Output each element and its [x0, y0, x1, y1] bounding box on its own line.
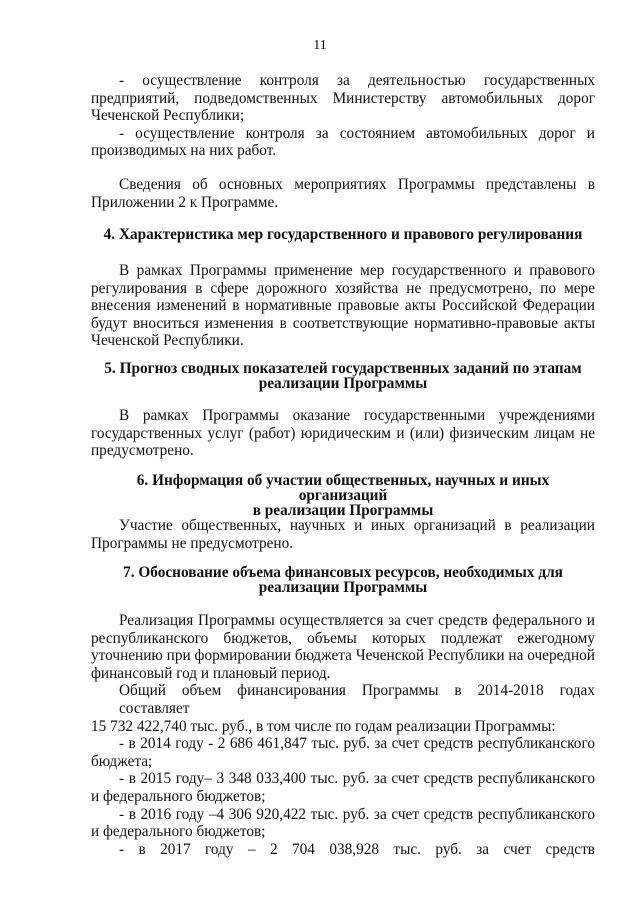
text-line: республиканского бюджетов, объемы которых подлежат ежегодному	[91, 629, 595, 647]
text-line: Приложении 2 к Программе.	[91, 193, 279, 211]
text-line: 15 732 422,740 тыс. руб., в том числе по годам реализации Программы:	[91, 717, 556, 735]
section-7-heading: 7. Обоснование объема финансовых ресурсов, необходимых для реализации Программы	[123, 564, 563, 596]
text-line: и федерального бюджетов;	[91, 787, 266, 805]
funding-2016-line: - в 2016 году –4 306 920,422 тыс. руб. за счет средств республиканского	[119, 805, 595, 823]
text-line: предусмотрено.	[91, 442, 194, 460]
section-4-paragraph	[91, 262, 595, 350]
bullet-list-top	[91, 72, 595, 160]
text-line: и федерального бюджетов;	[91, 823, 266, 841]
page-number: 11	[313, 38, 327, 53]
section-5-heading: 5. Прогноз сводных показателей государственных заданий по этапам реализации Программы	[104, 360, 582, 392]
text-line: будут вноситься изменения в соответствующие нормативно-правовые акты	[91, 314, 595, 332]
intro-paragraph	[91, 176, 595, 211]
bullet-line: - осуществление контроля за деятельностью государственных	[119, 72, 595, 89]
text-line: регулирования в сфере дорожного хозяйства не предусмотрено, по мере	[91, 279, 595, 297]
text-line: Общий объем финансирования Программы в 2014-2018 годах составляет	[119, 682, 595, 717]
funding-2014-line: - в 2014 году - 2 686 461,847 тыс. руб. за счет средств республиканского	[119, 735, 595, 753]
section-6-paragraph	[91, 517, 595, 552]
text-line: бюджета;	[91, 752, 153, 770]
section-4-heading: 4. Характеристика мер государственного и правового регулирования	[103, 226, 583, 243]
section-5-paragraph	[91, 407, 595, 460]
bullet-line: Чеченской Республики;	[91, 107, 245, 125]
text-line: финансовый год и плановый период.	[91, 664, 331, 682]
funding-2017-line: - в 2017 году – 2 704 038,928 тыс. руб. за счет средств	[119, 840, 595, 858]
bullet-line: производимых на них работ.	[91, 142, 277, 160]
funding-2015-line: - в 2015 году– 3 348 033,400 тыс. руб. за счет средств республиканского	[119, 770, 595, 788]
text-line: Чеченской Республики.	[91, 332, 244, 350]
text-line: Участие общественных, научных и иных организаций в реализации	[119, 517, 595, 534]
bullet-line: предприятий, подведомственных Министерству автомобильных дорог	[91, 89, 595, 107]
text-line: Сведения об основных мероприятиях Программы представлены в	[119, 176, 595, 193]
section-7-body	[91, 612, 595, 858]
text-line: государственных услуг (работ) юридическим и (или) физическим лицам не	[91, 424, 595, 442]
text-line: Программы не предусмотрено.	[91, 534, 294, 552]
bullet-line: - осуществление контроля за состоянием автомобильных дорог и	[119, 124, 595, 142]
text-line: Реализация Программы осуществляется за счет средств федерального и	[119, 612, 595, 629]
text-line: уточнению при формировании бюджета Чеченской Республики на очередной	[91, 647, 595, 665]
text-line: В рамках Программы применение мер государственного и правового	[119, 262, 595, 279]
text-line: внесения изменений в нормативные правовые акты Российской Федерации	[91, 297, 595, 315]
section-6-heading: 6. Информация об участии общественных, научных и иных организаций в реализации Программы	[136, 472, 550, 519]
text-line: В рамках Программы оказание государственными учреждениями	[119, 407, 595, 424]
